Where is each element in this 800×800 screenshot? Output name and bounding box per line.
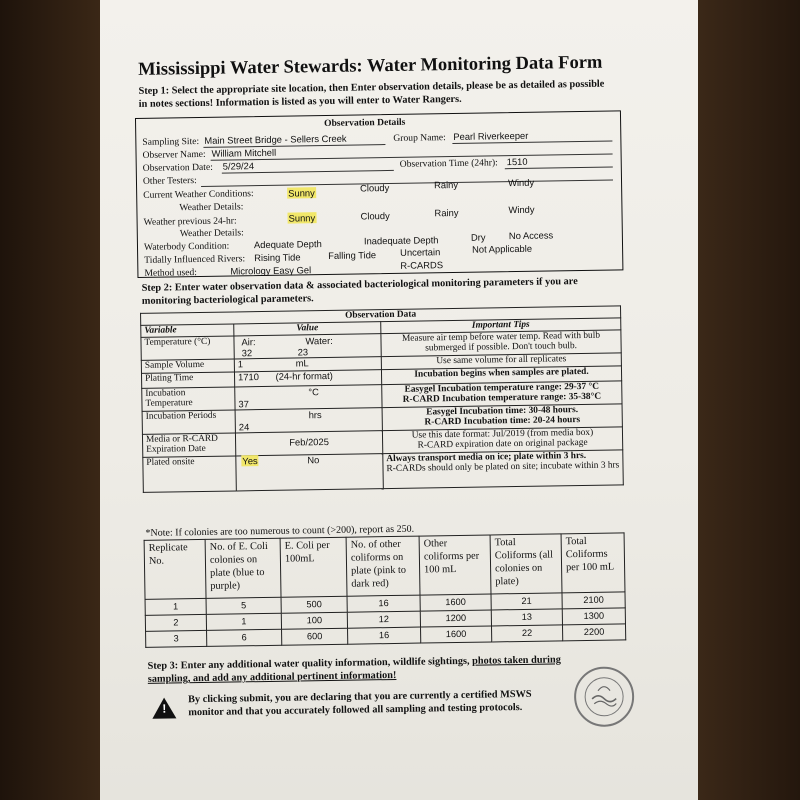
tidal-rivers-label: Tidally Influenced Rivers: xyxy=(144,253,246,266)
previous-weather-label: Weather previous 24-hr: xyxy=(143,215,237,228)
method-used-label: Method used: xyxy=(144,267,197,279)
observation-date-value[interactable]: 5/29/24 xyxy=(222,160,255,172)
current-weather-cloudy[interactable]: Cloudy xyxy=(360,182,390,194)
ecoli-colonies-cell[interactable]: 6 xyxy=(207,629,282,646)
sample-volume-unit: mL xyxy=(295,356,309,368)
waterbody-dry[interactable]: Dry xyxy=(470,231,486,243)
sampling-site-value[interactable]: Main Street Bridge - Sellers Creek xyxy=(204,132,347,146)
rcard-expiration-tip: R-CARD expiration date on original package xyxy=(417,437,588,451)
total-coliforms-header: Total Coliforms (all colonies on plate) xyxy=(490,534,562,594)
media-expiration-label: Media or R-CARD Expiration Date xyxy=(142,432,235,456)
incubation-period-value[interactable]: 24 xyxy=(238,420,250,432)
plated-onsite-no[interactable]: No xyxy=(307,453,320,465)
previous-weather-rainy[interactable]: Rainy xyxy=(434,206,459,219)
col-value-header: Value xyxy=(234,322,381,336)
plating-time-unit: (24-hr format) xyxy=(275,369,333,382)
col-tips-header: Important Tips xyxy=(381,318,621,333)
total-coliforms-per-100ml-header: Total Coliforms per 100 mL xyxy=(561,533,625,593)
sample-volume-value[interactable]: 1 xyxy=(237,357,244,369)
water-temp-value[interactable]: 23 xyxy=(297,345,309,357)
waterbody-condition-label: Waterbody Condition: xyxy=(143,240,230,253)
observer-name-label: Observer Name: xyxy=(142,148,206,161)
other-coliforms-cell[interactable]: 12 xyxy=(347,611,420,628)
total-coliforms-cell[interactable]: 22 xyxy=(491,625,562,642)
incubation-temp-label: Incubation Temperature xyxy=(142,386,235,410)
step1-instructions: Step 1: Select the appropriate site location, then Enter observation details, please be as detailed as possible in notes sections! Information is listed as you will enter to Water Rangers. xyxy=(138,78,605,110)
seal-emblem-icon xyxy=(576,668,633,725)
background-right xyxy=(698,0,800,800)
col-variable-header: Variable xyxy=(141,324,234,337)
observation-details-heading: Observation Details xyxy=(323,116,406,130)
total-coliforms-per-100ml-cell[interactable]: 2100 xyxy=(562,592,625,609)
tidal-uncertain[interactable]: Uncertain xyxy=(400,246,441,258)
total-coliforms-per-100ml-cell[interactable]: 2200 xyxy=(562,624,625,641)
rcard-plating-tip: R-CARDs should only be plated on site; incubate within 3 hrs xyxy=(386,460,620,475)
total-coliforms-per-100ml-cell[interactable]: 1300 xyxy=(562,608,625,625)
other-coliforms-per-100ml-cell[interactable]: 1600 xyxy=(421,626,492,643)
method-micrology-easy-gel[interactable]: Micrology Easy Gel xyxy=(230,264,312,277)
replicate-no-header: Replicate No. xyxy=(144,539,206,599)
replicate-number: 3 xyxy=(146,630,207,647)
ecoli-per-100ml-cell[interactable]: 500 xyxy=(281,596,347,613)
easygel-time-tip: Easygel Incubation time: 30-48 hours. xyxy=(426,404,579,417)
group-name-value[interactable]: Pearl Riverkeeper xyxy=(453,129,529,142)
total-coliforms-cell[interactable]: 21 xyxy=(491,593,562,610)
warning-triangle-icon: ! xyxy=(152,697,176,718)
plated-onsite-label: Plated onsite xyxy=(143,455,237,491)
water-label: Water: xyxy=(305,334,333,346)
replicate-number: 1 xyxy=(145,598,206,615)
air-label: Air: xyxy=(241,335,256,347)
plated-onsite-row xyxy=(143,449,623,492)
incubation-period-cell xyxy=(235,407,382,432)
plated-onsite-yes[interactable]: Yes xyxy=(242,454,258,466)
observation-data-heading: Observation Data xyxy=(141,306,621,326)
colonies-note: *Note: If colonies are too numerous to count (>200), report as 250. xyxy=(145,523,415,539)
tidal-not-applicable[interactable]: Not Applicable xyxy=(471,242,533,255)
tidal-rising-tide[interactable]: Rising Tide xyxy=(254,251,301,264)
sampling-site-label: Sampling Site: xyxy=(142,135,200,148)
rcard-time-tip: R-CARD Incubation time: 20-24 hours xyxy=(424,415,581,428)
ecoli-colonies-cell[interactable]: 5 xyxy=(206,597,281,614)
plated-onsite-cell xyxy=(236,453,384,490)
tidal-falling-tide[interactable]: Falling Tide xyxy=(328,249,377,261)
current-weather-windy[interactable]: Windy xyxy=(507,176,535,189)
replicates-table xyxy=(144,532,627,648)
temperature-values xyxy=(234,333,381,358)
incubation-temp-unit: °C xyxy=(308,385,319,397)
transport-tip: Always transport media on ice; plate within 3 hrs. xyxy=(386,450,587,464)
incubation-period-unit: hrs xyxy=(308,408,322,420)
previous-weather-sunny[interactable]: Sunny xyxy=(288,212,316,224)
plating-time-label: Plating Time xyxy=(141,371,234,387)
waterbody-inadequate-depth[interactable]: Inadequate Depth xyxy=(363,234,439,247)
step3-text: Step 3: Enter any additional water quality information, wildlife sightings, xyxy=(147,655,473,672)
plating-time-value[interactable]: 1710 xyxy=(237,370,259,382)
method-r-cards[interactable]: R-CARDS xyxy=(400,259,444,271)
observation-details-box xyxy=(135,110,623,278)
replicates-header-row xyxy=(144,533,625,600)
other-coliforms-per-100ml-header: Other coliforms per 100 mL xyxy=(419,535,491,595)
ecoli-per-100ml-header: E. Coli per 100mL xyxy=(280,537,347,597)
step3-photos-link[interactable]: photos taken during sampling, and add any additional pertinent information! xyxy=(147,654,561,685)
form-title: Mississippi Water Stewards: Water Monitoring Data Form xyxy=(138,52,603,80)
step2-instructions: Step 2: Enter water observation data & associated bacteriological monitoring parameters if you are monitoring bacteriological parameters. xyxy=(141,276,578,307)
easygel-temp-tip: Easygel Incubation temperature range: 29-37 °C xyxy=(404,381,600,395)
sample-volume-label: Sample Volume xyxy=(141,358,234,372)
ecoli-colonies-cell[interactable]: 1 xyxy=(206,613,281,630)
current-weather-label: Current Weather Conditions: xyxy=(143,188,254,201)
rcard-temp-tip: R-CARD Incubation temperature range: 35-38°C xyxy=(402,391,602,405)
current-weather-rainy[interactable]: Rainy xyxy=(433,178,459,191)
weather-details-label-2: Weather Details: xyxy=(179,227,244,240)
other-coliforms-per-100ml-cell[interactable]: 1600 xyxy=(420,594,491,611)
waterbody-no-access[interactable]: No Access xyxy=(508,229,554,242)
observation-time-label: Observation Time (24hr): xyxy=(399,157,498,170)
ecoli-per-100ml-cell[interactable]: 600 xyxy=(282,628,348,645)
msws-seal-logo xyxy=(574,666,635,727)
other-testers-label: Other Testers: xyxy=(142,175,197,187)
incubation-period-label: Incubation Periods xyxy=(142,409,235,433)
other-coliforms-header: No. of other coliforms on plate (pink to dark red) xyxy=(346,536,420,596)
sample-volume-tip: Use same volume for all replicates xyxy=(381,352,621,369)
replicate-number: 2 xyxy=(145,614,206,631)
ecoli-colonies-header: No. of E. Coli colonies on plate (blue to purple) xyxy=(205,538,281,598)
observation-time-value[interactable]: 1510 xyxy=(506,155,528,168)
waterbody-adequate-depth[interactable]: Adequate Depth xyxy=(253,238,322,251)
weather-details-label-1: Weather Details: xyxy=(179,201,244,214)
other-coliforms-cell[interactable]: 16 xyxy=(348,627,421,644)
temperature-label: Temperature (°C) xyxy=(141,335,234,359)
plated-onsite-tips xyxy=(383,449,624,488)
total-coliforms-cell[interactable]: 13 xyxy=(491,609,562,626)
previous-weather-cloudy[interactable]: Cloudy xyxy=(360,210,390,222)
other-coliforms-cell[interactable]: 16 xyxy=(347,595,420,612)
observer-name-value[interactable]: William Mitchell xyxy=(211,146,277,159)
submit-declaration: By clicking submit, you are declaring that you are currently a certified MSWS monitor and that you accurately followed all sampling and testing protocols. xyxy=(188,688,532,719)
air-temp-value[interactable]: 32 xyxy=(241,346,253,358)
background-left xyxy=(0,0,100,800)
other-coliforms-per-100ml-cell[interactable]: 1200 xyxy=(420,610,491,627)
ecoli-per-100ml-cell[interactable]: 100 xyxy=(281,612,347,629)
plating-time-tip: Incubation begins when samples are plated. xyxy=(381,365,621,384)
incubation-temp-value[interactable]: 37 xyxy=(238,397,249,409)
temperature-tip: Measure air temp before water temp. Read with bulb submerged if possible. Don't touch bulb. xyxy=(381,329,621,356)
previous-weather-windy[interactable]: Windy xyxy=(508,203,535,216)
observation-data-table xyxy=(140,305,624,492)
media-expiration-value[interactable]: Feb/2025 xyxy=(235,430,382,455)
group-name-label: Group Name: xyxy=(393,132,446,144)
media-date-format-tip: Use this date format: Jul/2019 (from media box) xyxy=(411,427,594,441)
observation-date-label: Observation Date: xyxy=(142,161,213,174)
current-weather-sunny[interactable]: Sunny xyxy=(288,187,315,199)
incubation-temp-cell xyxy=(235,384,382,409)
